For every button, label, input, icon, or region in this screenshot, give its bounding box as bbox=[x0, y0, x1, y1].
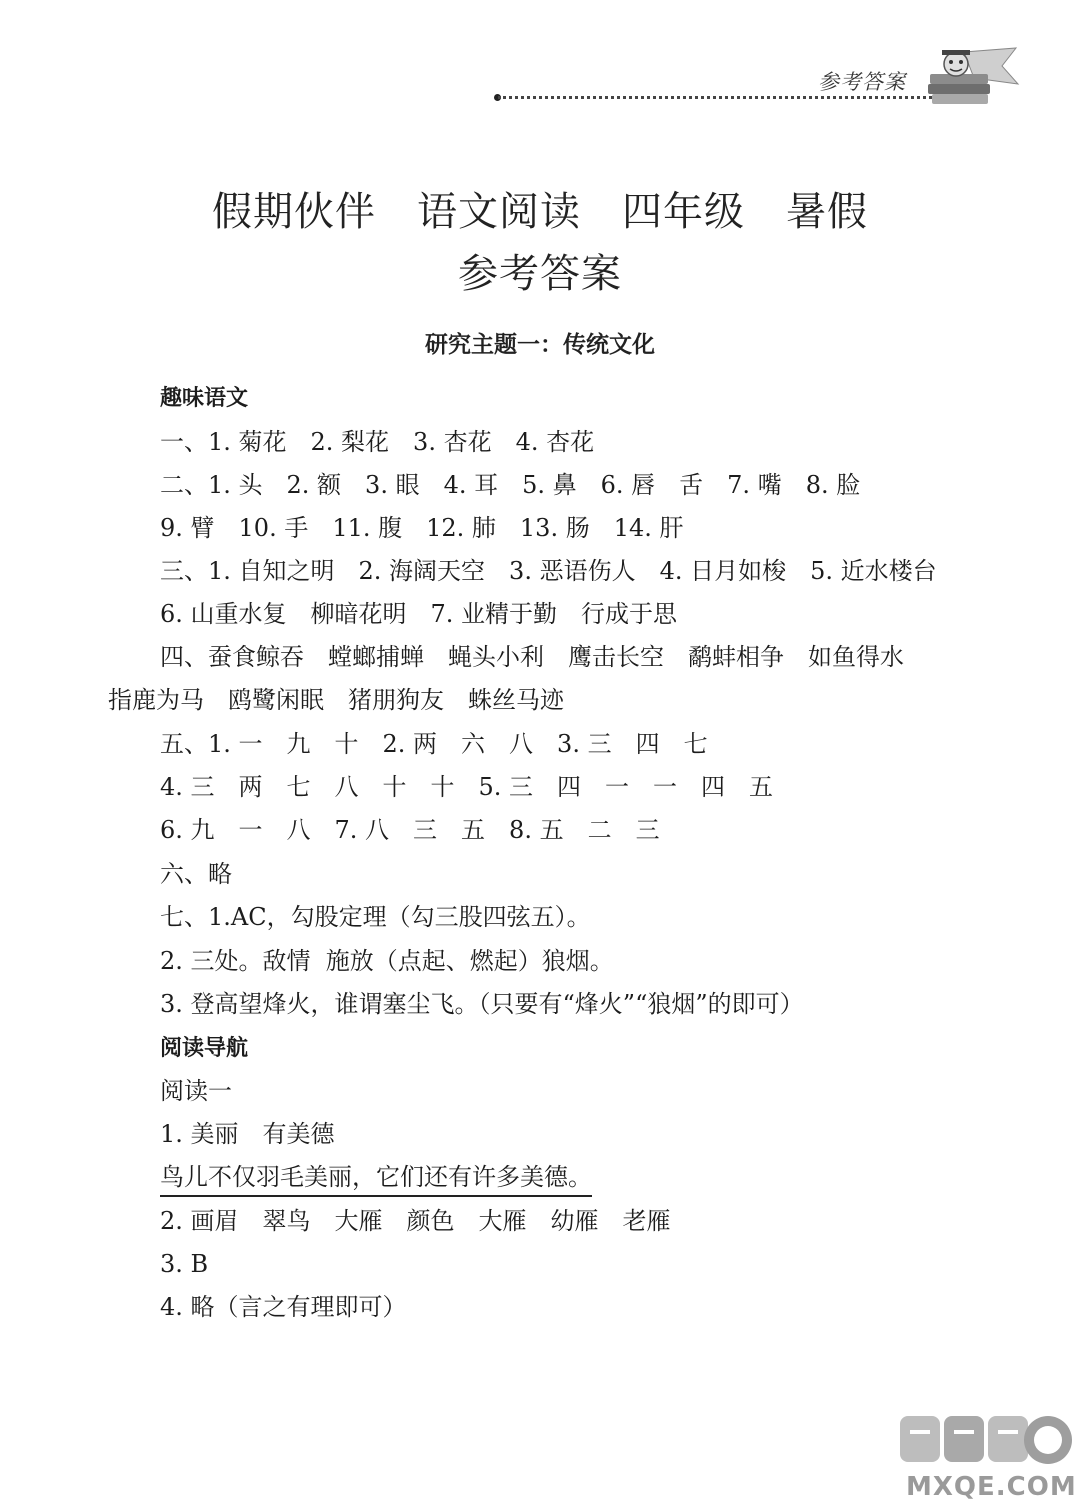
heading-reading-guide: 阅读导航 bbox=[160, 1036, 249, 1061]
underlined-answer bbox=[160, 1162, 592, 1192]
answer-line: 三、1. 自知之明 2. 海阔天空 3. 恶语伤人 4. 日月如梭 5. 近水楼台 bbox=[160, 557, 937, 585]
answer-line: 4. 略（言之有理即可） bbox=[160, 1293, 407, 1321]
section-title: 研究主题一：传统文化 bbox=[425, 332, 655, 358]
answer-line: 七、1.AC，勾股定理（勾三股四弦五）。 bbox=[160, 903, 591, 931]
answer-line: 指鹿为马 鸥鹭闲眠 猪朋狗友 蛛丝马迹 bbox=[108, 686, 564, 714]
underlined-answer-text: 鸟儿不仅羽毛美丽，它们还有许多美德。 bbox=[160, 1163, 592, 1197]
answer-line: 二、1. 头 2. 额 3. 眼 4. 耳 5. 鼻 6. 唇 舌 7. 嘴 8. 脸 bbox=[160, 471, 861, 499]
page-title: 假期伙伴 语文阅读 四年级 暑假 bbox=[212, 189, 868, 235]
answer-line: 4. 三 两 七 八 十 十 5. 三 四 一 一 四 五 bbox=[160, 773, 774, 801]
answer-line: 6. 山重水复 柳暗花明 7. 业精于勤 行成于思 bbox=[160, 600, 678, 628]
book-logo-icon bbox=[924, 44, 1020, 108]
answer-line: 阅读一 bbox=[160, 1077, 232, 1105]
watermark bbox=[898, 1408, 1077, 1506]
header-rule bbox=[498, 96, 938, 99]
answer-line: 2. 三处。敌情 施放（点起、燃起）狼烟。 bbox=[160, 947, 614, 975]
answer-line: 六、略 bbox=[160, 860, 232, 888]
answer-line: 1. 美丽 有美德 bbox=[160, 1120, 335, 1148]
heading-fun-chinese: 趣味语文 bbox=[160, 386, 249, 411]
answer-line: 四、蚕食鲸吞 螳螂捕蝉 蝇头小利 鹰击长空 鹬蚌相争 如鱼得水 bbox=[160, 643, 904, 671]
answer-line: 一、1. 菊花 2. 梨花 3. 杏花 4. 杏花 bbox=[160, 428, 595, 456]
watermark-text: MXQE.COM bbox=[906, 1472, 1077, 1502]
answer-logo-icon bbox=[898, 1408, 1074, 1472]
answer-line: 五、1. 一 九 十 2. 两 六 八 3. 三 四 七 bbox=[160, 730, 708, 758]
answer-line: 3. B bbox=[160, 1250, 209, 1278]
answer-line: 6. 九 一 八 7. 八 三 五 8. 五 二 三 bbox=[160, 816, 660, 844]
answer-line: 3. 登高望烽火，谁谓塞尘飞。（只要有“烽火”“狼烟”的即可） bbox=[160, 990, 804, 1018]
header-label: 参考答案 bbox=[818, 70, 906, 94]
answer-line: 2. 画眉 翠鸟 大雁 颜色 大雁 幼雁 老雁 bbox=[160, 1207, 671, 1235]
page-subtitle: 参考答案 bbox=[458, 251, 622, 297]
answer-line: 9. 臂 10. 手 11. 腹 12. 肺 13. 肠 14. 肝 bbox=[160, 514, 684, 542]
